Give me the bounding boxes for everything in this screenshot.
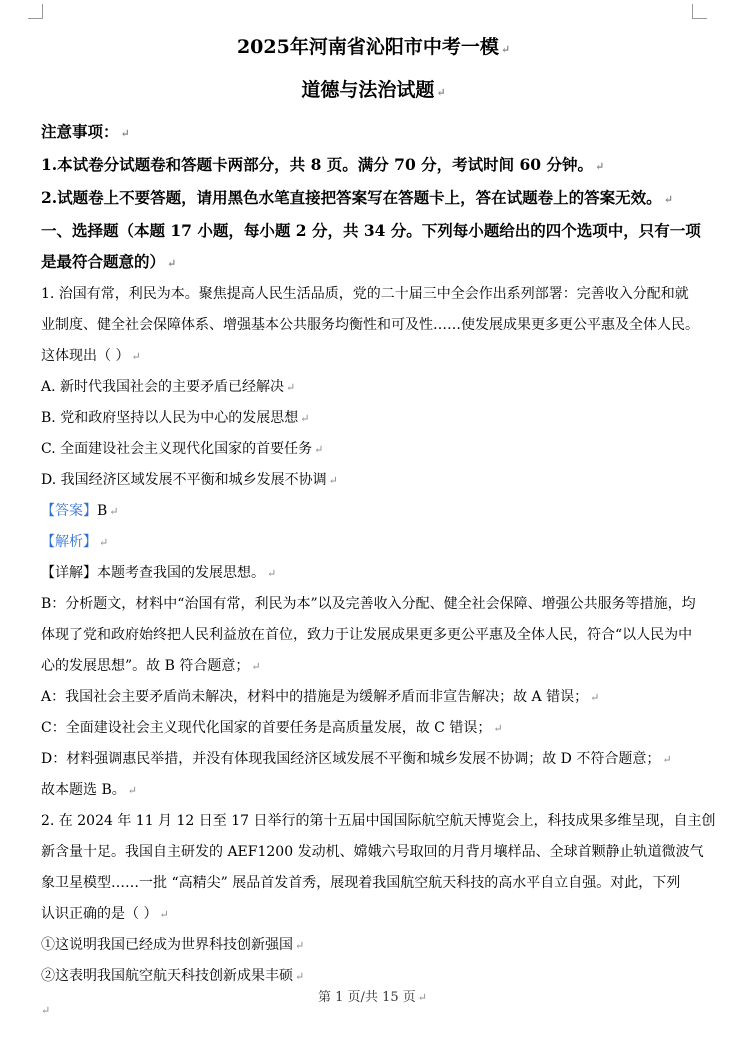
answer-value: B: [97, 503, 108, 519]
q1-explain-d: D：材料强调惠民举措，并没有体现我国经济区域发展不平衡和城乡发展不协调；故 D 不符合题意； ↵: [41, 751, 672, 767]
answer-label: 【答案】: [41, 503, 97, 519]
q1-explain-b-line-3: 心的发展思想”。故 B 符合题意； ↵: [41, 658, 261, 674]
return-mark: ↵: [595, 160, 605, 173]
return-mark: ↵: [663, 193, 673, 206]
q2-option-2: ②这表明我国航空航天科技创新成果丰硕 ↵: [41, 968, 305, 984]
q1-stem-line-2: 业制度、健全社会保障体系、增强基本公共服务均衡性和可及性……使发展成果更多更公平惠及全体人民。: [41, 317, 699, 333]
document-subtitle: 道德与法治试题 ↵: [301, 79, 446, 101]
return-mark: ↵: [159, 908, 169, 921]
q1-explain-c: C：全面建设社会主义现代化国家的首要任务是高质量发展，故 C 错误； ↵: [41, 720, 503, 736]
q1-option-d: D. 我国经济区域发展不平衡和城乡发展不协调 ↵: [41, 472, 338, 488]
return-mark: ↵: [436, 86, 446, 99]
notice-heading: 注意事项： ↵: [41, 122, 130, 141]
section-heading-line-1: 一、选择题（本题 17 小题，每小题 2 分，共 34 分。下列每小题给出的四个选项中，只有一项: [41, 221, 701, 240]
detail-label: 【详解】: [41, 565, 97, 581]
return-mark: ↵: [314, 443, 324, 456]
crop-mark-top-left: [28, 4, 43, 19]
return-mark: ↵: [109, 505, 119, 518]
return-mark: ↵: [590, 691, 600, 704]
return-mark: ↵: [41, 1004, 51, 1017]
q1-stem-line-1: 1. 治国有常，利民为本。聚焦提高人民生活品质，党的二十届三中全会作出系列部署：完善收入分配和就: [41, 286, 689, 302]
q2-stem-line-3: 象卫星模型……一批 “高精尖” 展品首发首秀，展现着我国航空航天科技的高水平自立自强。对此，下列: [41, 875, 681, 891]
q2-stem-line-4: 认识正确的是（ ） ↵: [41, 906, 169, 922]
document-title: 2025年河南省沁阳市中考一模 ↵: [236, 36, 511, 58]
return-mark: ↵: [251, 660, 261, 673]
q1-conclusion: 故本题选 B。 ↵: [41, 782, 137, 798]
return-mark: ↵: [295, 970, 305, 983]
document-page: [41, 30, 716, 992]
notice-item-2: 2.试题卷上不要答题，请用黑色水笔直接把答案写在答题卡上，答在试题卷上的答案无效。 ↵: [41, 188, 673, 207]
q1-explain-b-line-2: 体现了党和政府始终把人民利益放在首位，致力于让发展成果更多更公平惠及全体人民，符合“以人民为中: [41, 627, 693, 643]
q1-option-c: C. 全面建设社会主义现代化国家的首要任务 ↵: [41, 441, 324, 457]
return-mark: ↵: [120, 127, 130, 140]
q2-stem-line-2: 新含量十足。我国自主研发的 AEF1200 发动机、嫦娥六号取回的月背月壤样品、全球首颗静止轨道微波气: [41, 844, 704, 860]
return-mark: ↵: [286, 381, 296, 394]
return-mark: ↵: [99, 536, 109, 549]
analysis-label: 【解析】: [41, 534, 97, 550]
q1-detail: 【详解】本题考查我国的发展思想。 ↵: [41, 565, 277, 581]
return-mark: ↵: [267, 567, 277, 580]
crop-mark-top-right: [692, 4, 707, 19]
return-mark: ↵: [417, 991, 427, 1004]
q1-option-a: A. 新时代我国社会的主要矛盾已经解决 ↵: [41, 379, 296, 395]
return-mark: ↵: [295, 939, 305, 952]
q1-answer: [41, 496, 706, 527]
q2-stem-line-1: 2. 在 2024 年 11 月 12 日至 17 日举行的第十五届中国国际航空航天博览会上，科技成果多维呈现，自主创: [41, 813, 716, 829]
q1-explain-b-line-1: B：分析题文，材料中“治国有常，利民为本”以及完善收入分配、健全社会保障、增强公共服务等措施，均: [41, 596, 696, 612]
q1-analysis: [41, 527, 706, 558]
page-footer: 第 1 页/共 15 页 ↵: [318, 990, 427, 1005]
notice-item-1: 1.本试卷分试题卷和答题卡两部分，共 8 页。满分 70 分，考试时间 60 分钟。 ↵: [41, 155, 605, 174]
return-mark: ↵: [493, 722, 503, 735]
q1-explain-a: A：我国社会主要矛盾尚未解决，材料中的措施是为缓解矛盾而非宣告解决；故 A 错误； ↵: [41, 689, 600, 705]
return-mark: ↵: [662, 753, 672, 766]
return-mark: ↵: [328, 474, 338, 487]
return-mark: ↵: [127, 784, 137, 797]
q1-stem-line-3: 这体现出（ ） ↵: [41, 348, 141, 364]
return-mark: ↵: [167, 257, 177, 270]
section-heading-line-2: 是最符合题意的） ↵: [41, 252, 177, 271]
return-mark: ↵: [131, 350, 141, 363]
q2-option-1: ①这说明我国已经成为世界科技创新强国 ↵: [41, 937, 305, 953]
q1-option-b: B. 党和政府坚持以人民为中心的发展思想 ↵: [41, 410, 310, 426]
return-mark: ↵: [500, 43, 511, 56]
return-mark: ↵: [300, 412, 310, 425]
